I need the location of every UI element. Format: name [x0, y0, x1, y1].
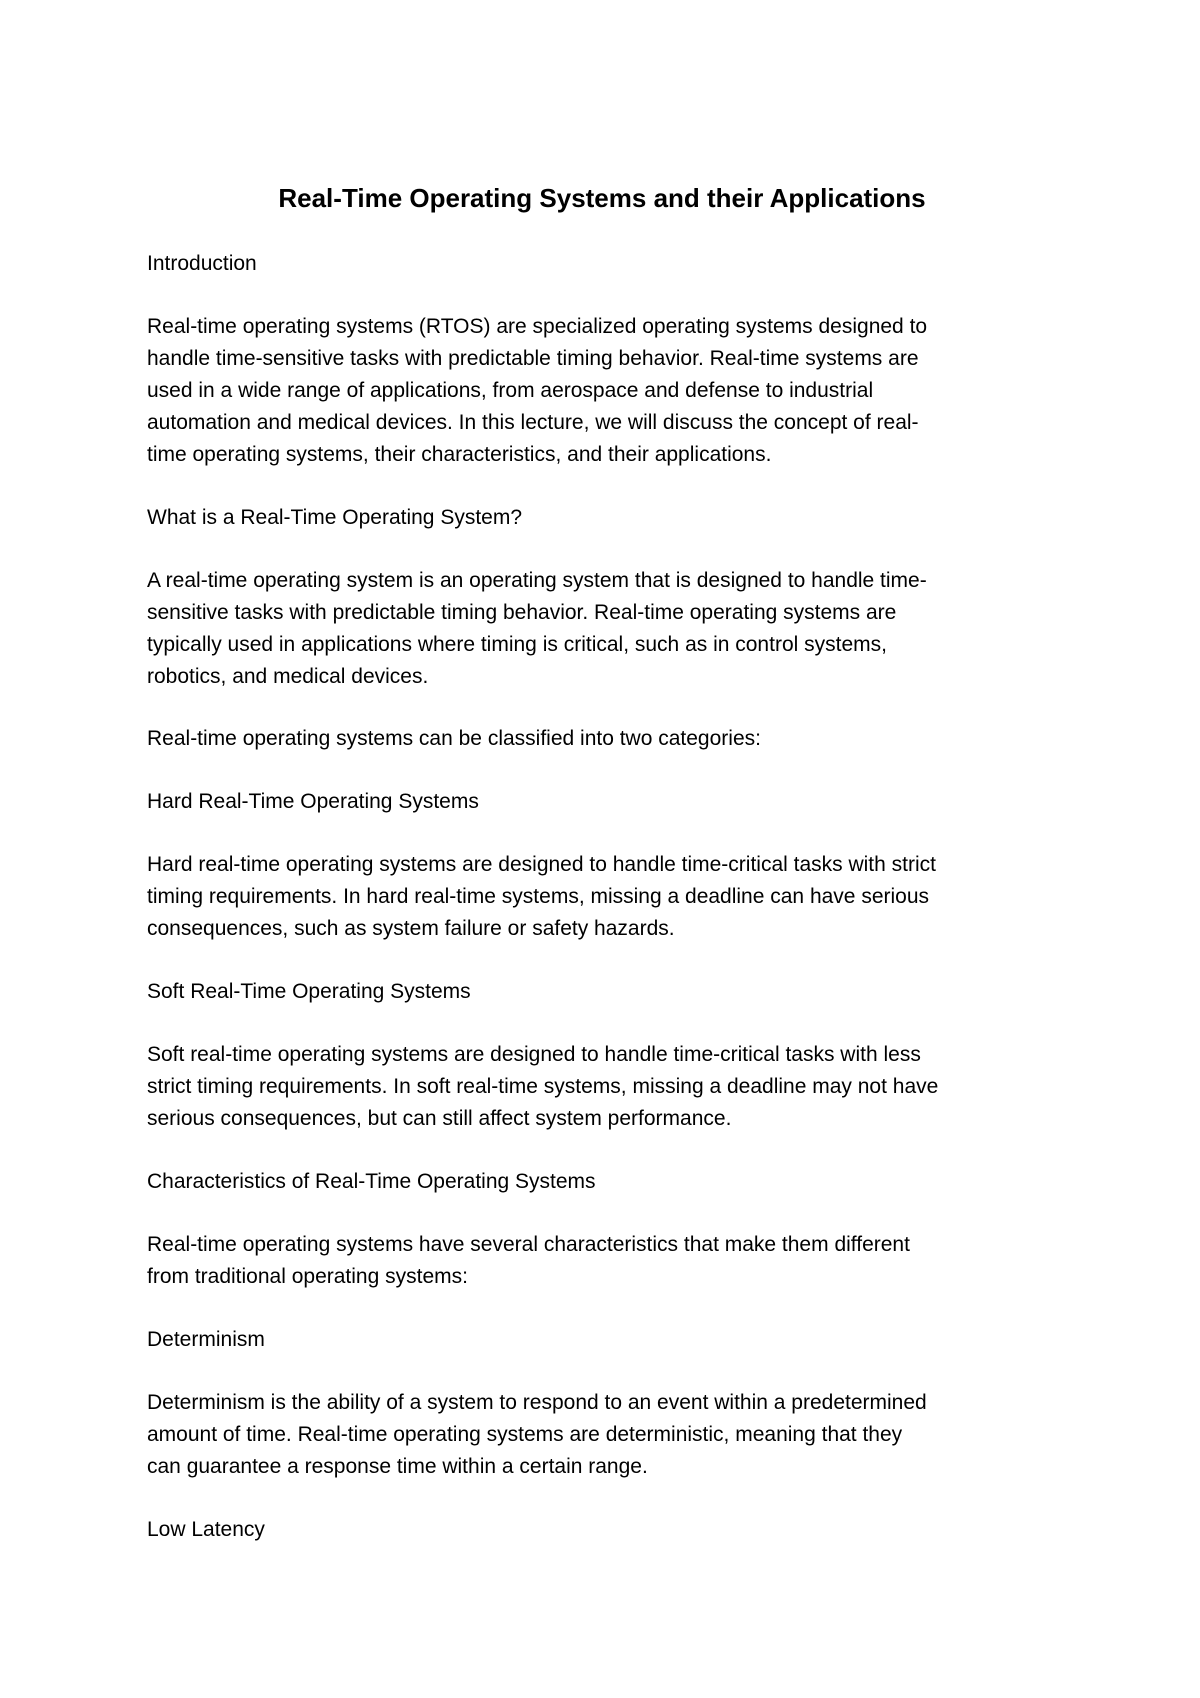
determinism-paragraph: [147, 1387, 1067, 1483]
what-line: robotics, and medical devices.: [147, 665, 429, 688]
what-paragraph: [147, 565, 1067, 693]
soft-heading: Soft Real-Time Operating Systems: [147, 980, 471, 1003]
soft-line: strict timing requirements. In soft real-time systems, missing a deadline may not have: [147, 1075, 939, 1098]
intro-heading: Introduction: [147, 252, 257, 275]
what-line: sensitive tasks with predictable timing behavior. Real-time operating systems are: [147, 601, 897, 624]
intro-line: used in a wide range of applications, from aerospace and defense to industrial: [147, 379, 874, 402]
characteristics-heading: Characteristics of Real-Time Operating Systems: [147, 1170, 596, 1193]
characteristics-line: from traditional operating systems:: [147, 1265, 468, 1288]
determinism-line: can guarantee a response time within a certain range.: [147, 1455, 648, 1478]
low-latency-heading: Low Latency: [147, 1518, 265, 1541]
hard-line: consequences, such as system failure or safety hazards.: [147, 917, 675, 940]
characteristics-paragraph: [147, 1229, 1067, 1293]
intro-line: Real-time operating systems (RTOS) are specialized operating systems designed to: [147, 315, 928, 338]
what-line: typically used in applications where timing is critical, such as in control systems,: [147, 633, 887, 656]
hard-paragraph: [147, 849, 1067, 945]
determinism-line: amount of time. Real-time operating systems are deterministic, meaning that they: [147, 1423, 903, 1446]
what-heading: What is a Real-Time Operating System?: [147, 506, 523, 529]
soft-paragraph: [147, 1039, 1067, 1135]
intro-line: handle time-sensitive tasks with predictable timing behavior. Real-time systems are: [147, 347, 919, 370]
soft-line: serious consequences, but can still affect system performance.: [147, 1107, 732, 1130]
intro-line: automation and medical devices. In this lecture, we will discuss the concept of real-: [147, 411, 919, 434]
soft-line: Soft real-time operating systems are designed to handle time-critical tasks with less: [147, 1043, 921, 1066]
intro-line: time operating systems, their characteristics, and their applications.: [147, 443, 772, 466]
characteristics-line: Real-time operating systems have several characteristics that make them different: [147, 1233, 910, 1256]
classified-paragraph: Real-time operating systems can be classified into two categories:: [147, 727, 761, 750]
what-line: A real-time operating system is an operating system that is designed to handle time-: [147, 569, 927, 592]
document-title: Real-Time Operating Systems and their Applications: [278, 183, 926, 213]
intro-paragraph: [147, 311, 1067, 471]
hard-line: timing requirements. In hard real-time systems, missing a deadline can have serious: [147, 885, 930, 908]
hard-heading: Hard Real-Time Operating Systems: [147, 790, 479, 813]
determinism-line: Determinism is the ability of a system to respond to an event within a predetermined: [147, 1391, 927, 1414]
determinism-heading: Determinism: [147, 1328, 265, 1351]
hard-line: Hard real-time operating systems are designed to handle time-critical tasks with strict: [147, 853, 936, 876]
